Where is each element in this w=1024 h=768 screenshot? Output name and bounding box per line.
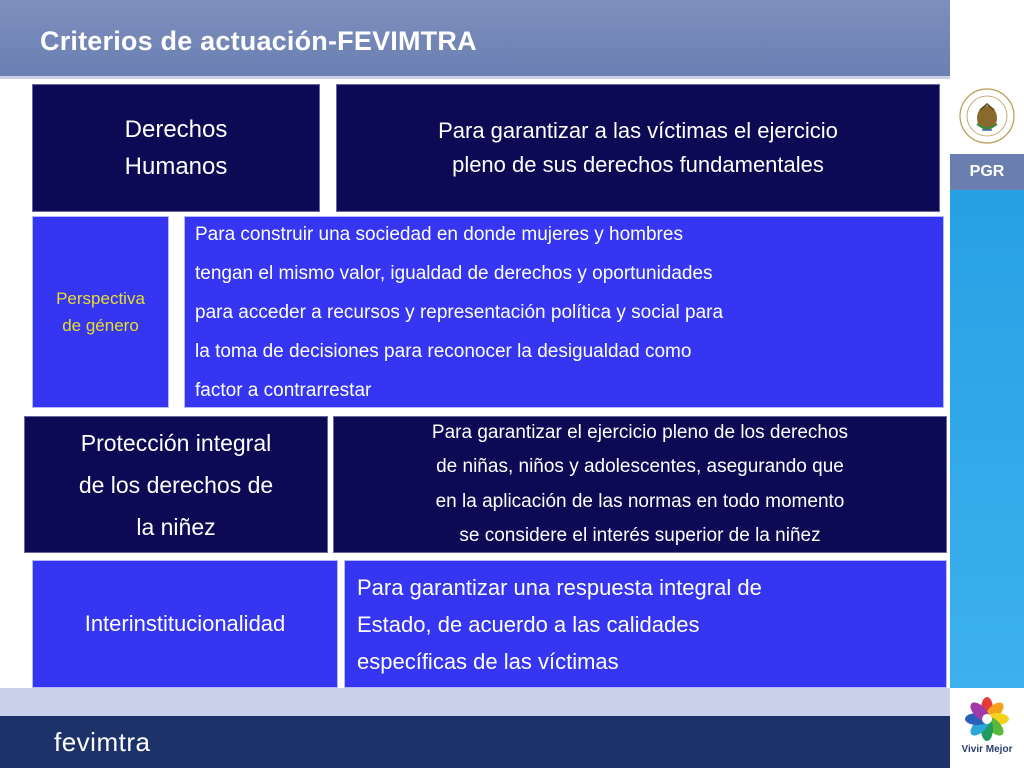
footer-light-band	[0, 688, 950, 716]
criterion-description-interinstitucionalidad	[344, 560, 947, 688]
criterion-description-line: Estado, de acuerdo a las calidades	[357, 611, 700, 637]
criterion-label-line: Derechos	[124, 116, 228, 143]
criterion-description-proteccion-ninez	[333, 416, 947, 553]
vivir-mejor-area	[950, 688, 1024, 768]
criterion-description-line: Para garantizar el ejercicio pleno de los derechos	[431, 421, 849, 443]
criterion-label-line: la niñez	[136, 513, 216, 540]
vivir-mejor-flower-icon	[964, 696, 1010, 742]
criterion-label-line: Interinstitucionalidad	[84, 611, 286, 636]
side-blue-strip	[950, 190, 1024, 688]
criterion-description-line: Para garantizar a las víctimas el ejercicio	[438, 118, 838, 143]
criterion-description-line: para acceder a recursos y representación política y social para	[195, 301, 724, 323]
footer-brand-logo: fevimtra	[54, 727, 151, 757]
criterion-label-interinstitucionalidad	[32, 560, 338, 688]
seal-area	[950, 76, 1024, 154]
criterion-description-perspectiva-genero	[184, 216, 944, 408]
criterion-description-line: la toma de decisiones para reconocer la desigualdad como	[195, 340, 692, 362]
criterion-label-proteccion-ninez	[24, 416, 328, 553]
criterion-label-line: Humanos	[124, 153, 228, 180]
criterion-description-line: en la aplicación de las normas en todo momento	[435, 490, 845, 512]
right-side-panel	[950, 0, 1024, 768]
mexico-seal-icon	[956, 80, 1018, 150]
criterion-description-line: tengan el mismo valor, igualdad de derechos y oportunidades	[195, 262, 713, 284]
criterion-description-derechos-humanos	[336, 84, 940, 212]
criterion-description-line: específicas de las víctimas	[357, 648, 619, 674]
criterion-label-line: Perspectiva	[56, 289, 145, 308]
criterion-label-derechos-humanos	[32, 84, 320, 212]
criterion-label-perspectiva-genero	[32, 216, 169, 408]
criterion-description-line: de niñas, niños y adolescentes, asegurando que	[436, 456, 844, 477]
criterion-description-line: Para garantizar una respuesta integral de	[357, 574, 762, 600]
page-title: Criterios de actuación-FEVIMTRA	[40, 26, 477, 56]
header-divider	[0, 76, 950, 79]
header-bar	[0, 0, 950, 76]
vivir-mejor-label: Vivir Mejor	[961, 744, 1013, 755]
criterion-description-line: factor a contrarrestar	[195, 379, 372, 401]
criterion-label-line: de los derechos de	[78, 471, 274, 498]
criterion-description-line: se considere el interés superior de la niñez	[459, 525, 821, 546]
criterion-label-line: Protección integral	[80, 429, 272, 456]
criterion-label-line: de género	[62, 316, 139, 335]
criterion-description-line: pleno de sus derechos fundamentales	[452, 152, 824, 177]
criterion-description-line: Para construir una sociedad en donde mujeres y hombres	[195, 223, 683, 245]
pgr-label: PGR	[950, 154, 1024, 190]
